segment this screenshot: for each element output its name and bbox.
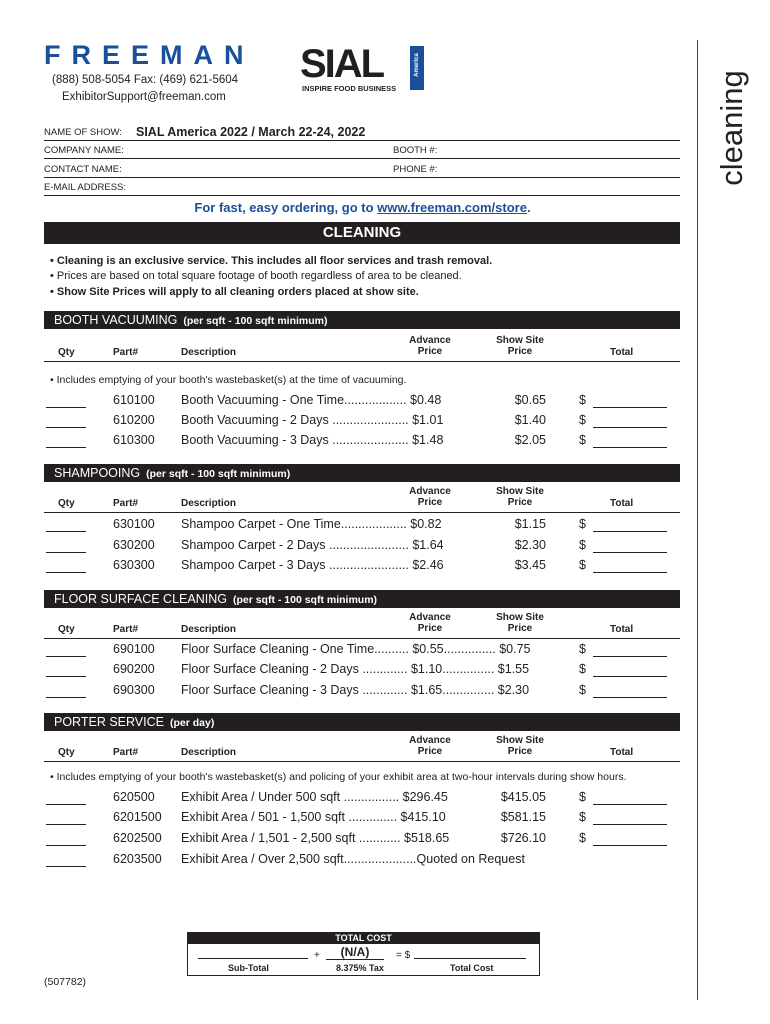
subtotal-label: Sub-Total bbox=[228, 963, 269, 973]
total-cost-input[interactable] bbox=[414, 957, 526, 959]
total-input[interactable] bbox=[593, 810, 667, 825]
total-cost-box bbox=[187, 932, 540, 976]
section-porter-header bbox=[44, 731, 680, 762]
description: Floor Surface Cleaning - 3 Days ............. $1.65............... $2.30 bbox=[181, 683, 530, 697]
dollar-sign: $ bbox=[579, 413, 586, 427]
col-total: Total bbox=[610, 347, 634, 358]
col-showsite-1: Show Site bbox=[496, 486, 544, 497]
col-desc: Description bbox=[181, 347, 237, 358]
description: Shampoo Carpet - 3 Days ....................... $2.46 bbox=[181, 558, 444, 572]
email-row[interactable] bbox=[44, 177, 680, 196]
dollar-sign: $ bbox=[579, 790, 586, 804]
table-row bbox=[44, 558, 680, 578]
col-total: Total bbox=[610, 498, 634, 509]
col-showsite-2: Price bbox=[507, 497, 533, 508]
col-showsite-1: Show Site bbox=[496, 612, 544, 623]
section-floor-header bbox=[44, 608, 680, 639]
sial-logo-text: SIAL bbox=[300, 42, 384, 86]
description: Exhibit Area / 501 - 1,500 sqft .............. $415.10 bbox=[181, 810, 446, 824]
dollar-sign: $ bbox=[579, 517, 586, 531]
total-input[interactable] bbox=[593, 538, 667, 553]
show-site-price: $0.65 bbox=[514, 393, 546, 407]
subtotal-input[interactable] bbox=[198, 957, 308, 959]
dollar-sign: $ bbox=[579, 642, 586, 656]
cleaning-banner: CLEANING bbox=[44, 222, 680, 244]
total-input[interactable] bbox=[593, 790, 667, 805]
col-showsite-2: Price bbox=[507, 346, 533, 357]
qty-input[interactable] bbox=[46, 790, 86, 805]
section-title: BOOTH VACUUMING bbox=[54, 313, 178, 327]
description: Floor Surface Cleaning - One Time.......... $0.55............... $0.75 bbox=[181, 642, 531, 656]
qty-input[interactable] bbox=[46, 433, 86, 448]
dollar-sign: $ bbox=[579, 683, 586, 697]
col-advance-1: Advance bbox=[409, 612, 451, 623]
col-showsite-2: Price bbox=[507, 623, 533, 634]
show-name-label: NAME OF SHOW: bbox=[44, 127, 122, 138]
col-qty: Qty bbox=[58, 747, 75, 758]
total-input[interactable] bbox=[593, 517, 667, 532]
col-part: Part# bbox=[113, 498, 139, 509]
col-advance-1: Advance bbox=[409, 735, 451, 746]
part-number: 690300 bbox=[113, 683, 155, 697]
col-qty: Qty bbox=[58, 624, 75, 635]
section-porter-title bbox=[44, 713, 680, 731]
col-advance-2: Price bbox=[417, 346, 443, 357]
col-showsite bbox=[485, 335, 555, 357]
qty-input[interactable] bbox=[46, 810, 86, 825]
col-showsite bbox=[485, 612, 555, 634]
col-showsite bbox=[485, 486, 555, 508]
table-row bbox=[44, 810, 680, 830]
col-advance bbox=[395, 335, 465, 357]
col-advance-2: Price bbox=[417, 746, 443, 757]
section-shampooing-title bbox=[44, 464, 680, 482]
description: Exhibit Area / 1,501 - 2,500 sqft ............ $518.65 bbox=[181, 831, 450, 845]
table-row bbox=[44, 790, 680, 810]
qty-input[interactable] bbox=[46, 662, 86, 677]
col-advance bbox=[395, 612, 465, 634]
equals-sign: = $ bbox=[396, 950, 411, 961]
col-qty: Qty bbox=[58, 498, 75, 509]
store-link[interactable]: www.freeman.com/store bbox=[377, 200, 527, 215]
plus-sign: + bbox=[314, 950, 320, 961]
show-site-price: $726.10 bbox=[500, 831, 546, 845]
show-site-price: $581.15 bbox=[500, 810, 546, 824]
section-vacuuming-title bbox=[44, 311, 680, 329]
section-subtitle: (per day) bbox=[170, 717, 215, 729]
section-shampooing-header bbox=[44, 482, 680, 513]
phone-fax: (888) 508-5054 Fax: (469) 621-5604 bbox=[52, 74, 239, 86]
qty-input[interactable] bbox=[46, 831, 86, 846]
table-row bbox=[44, 642, 680, 662]
col-showsite-1: Show Site bbox=[496, 735, 544, 746]
total-input[interactable] bbox=[593, 393, 667, 408]
total-input[interactable] bbox=[593, 662, 667, 677]
email-label: E-MAIL ADDRESS: bbox=[44, 182, 127, 193]
total-input[interactable] bbox=[593, 831, 667, 846]
bullet-1: • Cleaning is an exclusive service. This includes all floor services and trash removal. bbox=[50, 255, 493, 267]
show-site-price: $3.45 bbox=[514, 558, 546, 572]
part-number: 630200 bbox=[113, 538, 155, 552]
part-number: 610100 bbox=[113, 393, 155, 407]
total-input[interactable] bbox=[593, 413, 667, 428]
col-part: Part# bbox=[113, 747, 139, 758]
tax-value: (N/A) bbox=[326, 945, 384, 960]
side-title: cleaning bbox=[714, 70, 749, 186]
part-number: 6202500 bbox=[113, 831, 162, 845]
dollar-sign: $ bbox=[579, 662, 586, 676]
description: Booth Vacuuming - 3 Days ...................... $1.48 bbox=[181, 433, 444, 447]
col-advance-2: Price bbox=[417, 497, 443, 508]
support-email: ExhibitorSupport@freeman.com bbox=[62, 91, 226, 103]
section-vacuuming-header bbox=[44, 331, 680, 362]
total-cost-heading: TOTAL COST bbox=[188, 933, 539, 944]
show-site-price: $1.40 bbox=[514, 413, 546, 427]
show-site-price: $2.05 bbox=[514, 433, 546, 447]
show-name-value: SIAL America 2022 / March 22-24, 2022 bbox=[136, 125, 366, 139]
col-advance bbox=[395, 486, 465, 508]
dollar-sign: $ bbox=[579, 393, 586, 407]
col-advance-1: Advance bbox=[409, 486, 451, 497]
col-qty: Qty bbox=[58, 347, 75, 358]
section-floor-title bbox=[44, 590, 680, 608]
description: Booth Vacuuming - One Time.................. $0.48 bbox=[181, 393, 442, 407]
dollar-sign: $ bbox=[579, 831, 586, 845]
qty-input[interactable] bbox=[46, 683, 86, 698]
qty-input[interactable] bbox=[46, 852, 86, 867]
dollar-sign: $ bbox=[579, 538, 586, 552]
col-advance-2: Price bbox=[417, 623, 443, 634]
contact-row[interactable] bbox=[44, 159, 680, 178]
total-input[interactable] bbox=[593, 433, 667, 448]
section-title: FLOOR SURFACE CLEANING bbox=[54, 592, 227, 606]
description: Exhibit Area / Over 2,500 sqft.....................Quoted on Request bbox=[181, 852, 525, 866]
bullet-3: • Show Site Prices will apply to all cleaning orders placed at show site. bbox=[50, 286, 419, 298]
phone-label: PHONE #: bbox=[393, 164, 438, 175]
part-number: 610200 bbox=[113, 413, 155, 427]
order-online-prefix: For fast, easy ordering, go to bbox=[194, 200, 378, 215]
table-row bbox=[44, 683, 680, 703]
col-showsite-2: Price bbox=[507, 746, 533, 757]
col-advance bbox=[395, 735, 465, 757]
part-number: 630100 bbox=[113, 517, 155, 531]
right-divider bbox=[697, 40, 698, 1000]
col-advance-1: Advance bbox=[409, 335, 451, 346]
dollar-sign: $ bbox=[579, 433, 586, 447]
col-part: Part# bbox=[113, 347, 139, 358]
sial-side-bar bbox=[410, 46, 424, 90]
table-row bbox=[44, 831, 680, 851]
qty-input[interactable] bbox=[46, 558, 86, 573]
qty-input[interactable] bbox=[46, 413, 86, 428]
description: Shampoo Carpet - One Time................... $0.82 bbox=[181, 517, 442, 531]
show-site-price: $1.15 bbox=[514, 517, 546, 531]
col-showsite bbox=[485, 735, 555, 757]
section-subtitle: (per sqft - 100 sqft minimum) bbox=[183, 315, 328, 327]
description: Floor Surface Cleaning - 2 Days ............. $1.10............... $1.55 bbox=[181, 662, 530, 676]
part-number: 6203500 bbox=[113, 852, 162, 866]
sial-side-label: America bbox=[414, 53, 420, 77]
total-input[interactable] bbox=[593, 683, 667, 698]
table-row bbox=[44, 413, 680, 433]
col-total: Total bbox=[610, 624, 634, 635]
total-input[interactable] bbox=[593, 558, 667, 573]
table-row bbox=[44, 393, 680, 413]
part-number: 620500 bbox=[113, 790, 155, 804]
col-showsite-1: Show Site bbox=[496, 335, 544, 346]
company-row[interactable] bbox=[44, 140, 680, 159]
col-desc: Description bbox=[181, 624, 237, 635]
sial-logo bbox=[300, 44, 430, 96]
col-total: Total bbox=[610, 747, 634, 758]
col-part: Part# bbox=[113, 624, 139, 635]
table-row bbox=[44, 852, 680, 872]
vacuuming-note: • Includes emptying of your booth's wastebasket(s) at the time of vacuuming. bbox=[50, 374, 407, 386]
bullet-2: • Prices are based on total square footage of booth regardless of area to be cleaned. bbox=[50, 270, 462, 282]
section-title: SHAMPOOING bbox=[54, 466, 141, 480]
porter-note: • Includes emptying of your booth's wastebasket(s) and policing of your exhibit area at two-hour intervals during show hours. bbox=[50, 771, 627, 783]
total-cost-label: Total Cost bbox=[450, 963, 494, 973]
order-online-note bbox=[0, 200, 725, 215]
col-desc: Description bbox=[181, 498, 237, 509]
dollar-sign: $ bbox=[579, 558, 586, 572]
contact-label: CONTACT NAME: bbox=[44, 164, 122, 175]
table-row bbox=[44, 538, 680, 558]
sial-tagline: INSPIRE FOOD BUSINESS bbox=[302, 84, 397, 93]
dollar-sign: $ bbox=[579, 810, 586, 824]
part-number: 690200 bbox=[113, 662, 155, 676]
qty-input[interactable] bbox=[46, 393, 86, 408]
part-number: 610300 bbox=[113, 433, 155, 447]
company-label: COMPANY NAME: bbox=[44, 145, 124, 156]
description: Shampoo Carpet - 2 Days ....................... $1.64 bbox=[181, 538, 444, 552]
table-row bbox=[44, 433, 680, 453]
part-number: 6201500 bbox=[113, 810, 162, 824]
booth-label: BOOTH #: bbox=[393, 145, 438, 156]
section-subtitle: (per sqft - 100 sqft minimum) bbox=[232, 594, 378, 606]
description: Booth Vacuuming - 2 Days ...................... $1.01 bbox=[181, 413, 444, 427]
form-code: (507782) bbox=[44, 976, 87, 988]
table-row bbox=[44, 517, 680, 537]
qty-input[interactable] bbox=[46, 642, 86, 657]
qty-input[interactable] bbox=[46, 538, 86, 553]
show-site-price: $415.05 bbox=[500, 790, 546, 804]
section-title: PORTER SERVICE bbox=[54, 715, 164, 729]
col-desc: Description bbox=[181, 747, 237, 758]
description: Exhibit Area / Under 500 sqft ................ $296.45 bbox=[181, 790, 448, 804]
part-number: 690100 bbox=[113, 642, 155, 656]
tax-label: 8.375% Tax bbox=[336, 963, 384, 973]
order-online-suffix: . bbox=[526, 200, 531, 215]
freeman-logo: FREEMAN bbox=[44, 40, 255, 70]
show-name-row bbox=[44, 122, 680, 141]
total-input[interactable] bbox=[593, 642, 667, 657]
section-subtitle: (per sqft - 100 sqft minimum) bbox=[146, 468, 291, 480]
part-number: 630300 bbox=[113, 558, 155, 572]
table-row bbox=[44, 662, 680, 682]
show-site-price: $2.30 bbox=[514, 538, 546, 552]
qty-input[interactable] bbox=[46, 517, 86, 532]
